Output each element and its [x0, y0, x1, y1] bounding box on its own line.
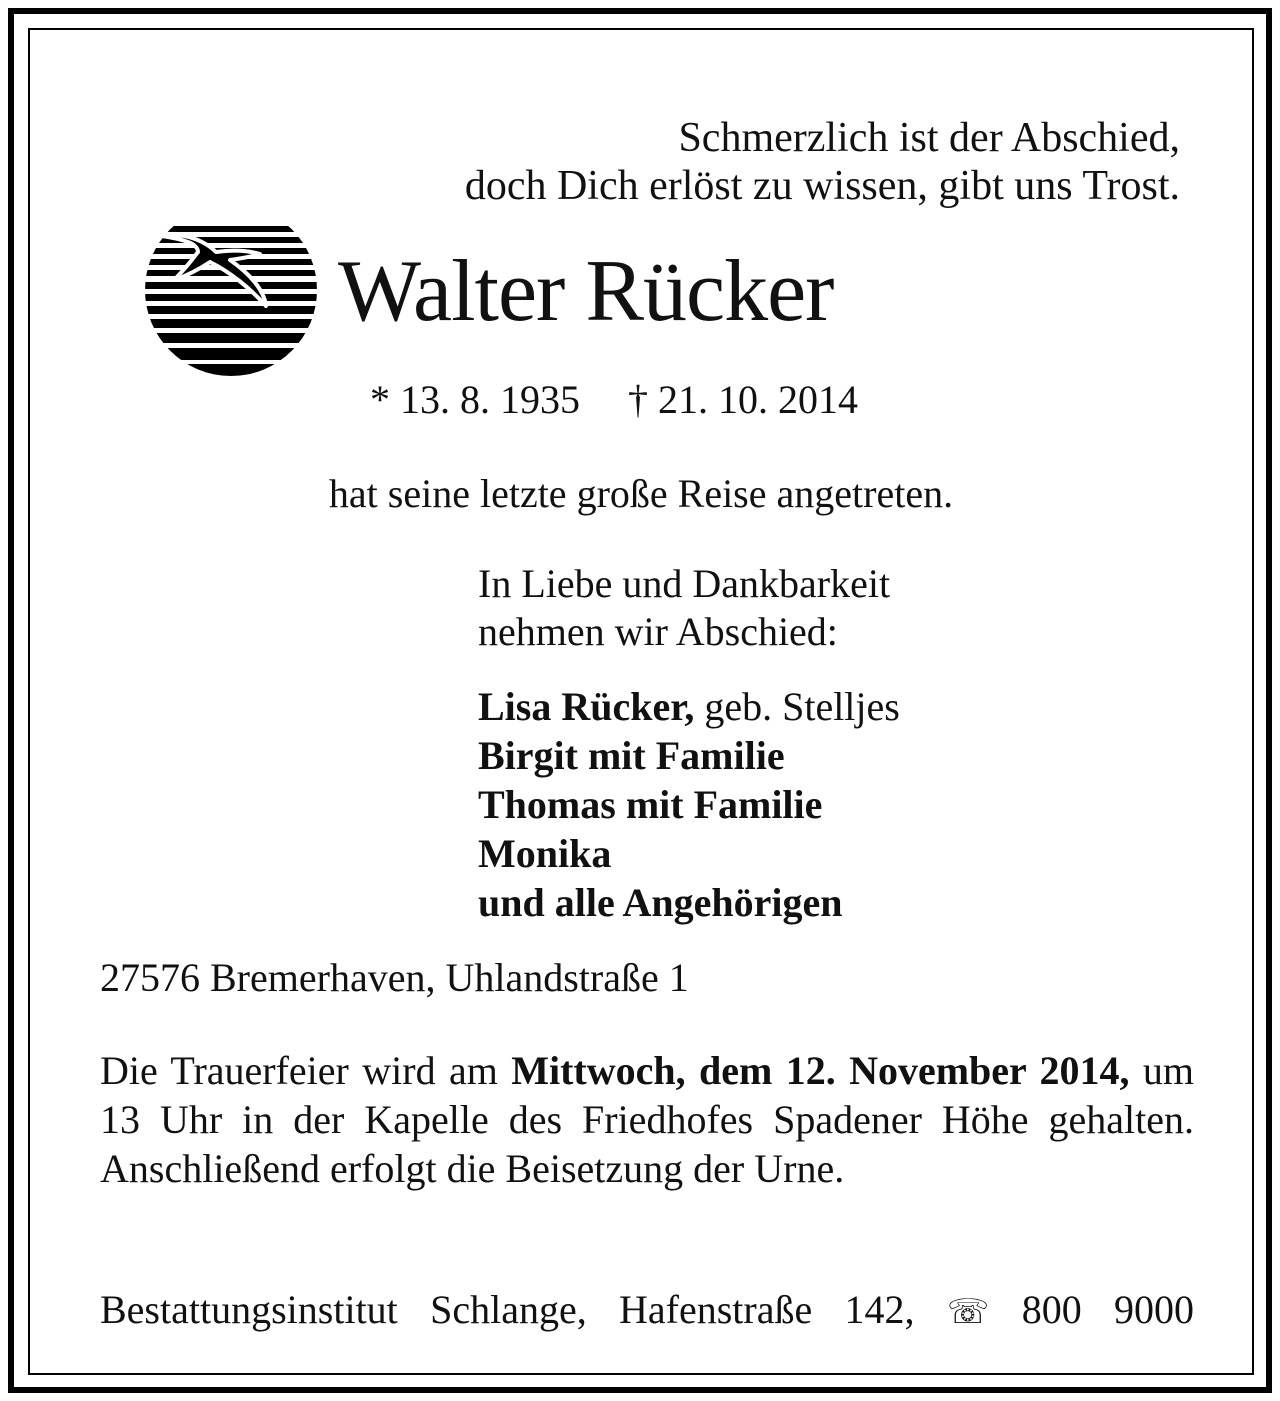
family-member: Thomas mit Familie	[478, 782, 823, 827]
journey-text: hat seine letzte große Reise angetreten.	[328, 471, 954, 516]
undertaker-phone: 800 9000	[1021, 1287, 1195, 1332]
spouse-name: Lisa Rücker,	[478, 684, 695, 729]
farewell-line-2: nehmen wir Abschied:	[478, 609, 838, 654]
service-intro: Die Trauerfeier wird am	[100, 1048, 512, 1093]
seagull-over-sun-icon	[88, 198, 328, 378]
obituary-outer-frame	[8, 8, 1272, 1393]
funeral-service-text	[100, 1046, 1194, 1193]
family-list	[478, 682, 900, 927]
family-address: 27576 Bremerhaven, Uhlandstraße 1	[100, 955, 689, 1000]
undertaker-line	[100, 1286, 1194, 1336]
motto-line-1: Schmerzlich ist der Abschied,	[678, 115, 1180, 161]
obituary-inner-frame	[28, 28, 1254, 1375]
deceased-name: Walter Rücker	[338, 243, 834, 340]
motto-line-2: doch Dich erlöst zu wissen, gibt uns Trost.	[464, 163, 1180, 209]
family-member: und alle Angehörigen	[478, 880, 843, 925]
telephone-icon: ☏	[946, 1292, 990, 1332]
striped-sun	[128, 226, 328, 378]
undertaker-name-address: Bestattungsinstitut Schlange, Hafenstraße 142,	[100, 1287, 915, 1332]
farewell-text	[478, 560, 890, 656]
death-date: † 21. 10. 2014	[628, 377, 858, 422]
family-member-spouse	[478, 682, 900, 731]
birth-date: * 13. 8. 1935	[370, 377, 580, 422]
service-date: Mittwoch, dem 12. November 2014,	[511, 1048, 1130, 1093]
family-member: Birgit mit Familie	[478, 733, 785, 778]
spouse-maiden-name: geb. Stelljes	[694, 684, 900, 729]
farewell-line-1: In Liebe und Dankbarkeit	[478, 561, 891, 606]
service-details: um 13 Uhr in der Kapelle des Friedhofes Spadener Höhe gehalten. Anschließend erfolgt die Beisetzung der Urne.	[100, 1048, 1194, 1191]
family-member: Monika	[478, 831, 612, 876]
life-dates	[370, 376, 858, 424]
